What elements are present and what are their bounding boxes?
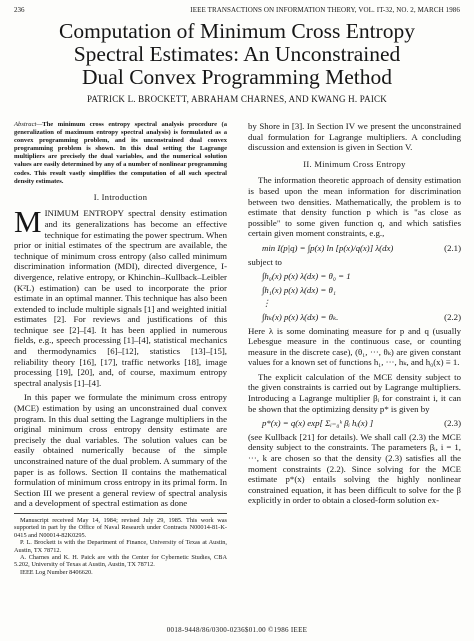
intro-paragraph: In this paper we formulate the minimum cross entropy (MCE) estimation by using an unconstrained dual convex program. In this dual setting the Lagrange multipliers in the original minimum cross entropy density estimate are precisely the dual variables. The solution values can be easily obtained numerically because of the simple unconstrained nature of the dual problem. A summary of the paper is as follows. Section II contains the mathematical formulation of minimum cross entropy in its primal form. In Section III we present a general review of spectral analysis and a development of spectral estimation as done: [14, 392, 227, 509]
body-paragraph: The explicit calculation of the MCE density subject to the given constraints is carried out by Lagrange multipliers. Introducing a Lagrange multiplier βᵢ for constraint i, it can be shown that the optimizing density p* is given by: [248, 371, 461, 414]
title-line: Dual Convex Programming Method: [82, 65, 392, 89]
vertical-ellipsis: ⋮: [262, 298, 271, 309]
body-paragraph: Here λ is some dominating measure for p and q (usually Lebesgue measure in the continuous case, or counting measure in the discrete case), (θ₁, ···, θₖ) are given constant values for a known set of functions h₁, ···, hₖ, and h₀(x) ≡ 1.: [248, 325, 461, 368]
footnote-line: IEEE Log Number 8406620.: [20, 568, 93, 576]
title-line: Spectral Estimates: An Unconstrained: [73, 42, 401, 66]
equation-2-1: [248, 243, 461, 254]
drop-cap: M: [14, 204, 42, 240]
equation-number: (2.3): [444, 418, 461, 429]
section-heading-introduction: I. Introduction: [93, 191, 148, 202]
equation-2-3: [248, 418, 461, 429]
title-line: Computation of Minimum Cross Entropy: [59, 19, 415, 43]
body-paragraph: by Shore in [3]. In Section IV we present the unconstrained dual formulation for Lagrange multipliers. A concluding discussion and extension is given in Section V.: [248, 121, 461, 153]
equation-number: (2.2): [444, 311, 461, 322]
equation-body: p*(x) = q(x) exp[ Σᵢ₌₀ᵏ βᵢ hᵢ(x) ]: [262, 418, 374, 429]
subject-to-text: subject to: [248, 256, 282, 267]
footnote-line: A. Charnes and K. H. Paick are with the Center for Cybernetic Studies, CBA 5.202, University of Texas at Austin, Austin, TX 78712.: [14, 554, 227, 569]
equation-body: ∫h₀(x) p(x) λ(dx) = θ₀ = 1: [262, 271, 351, 282]
right-column: [248, 121, 461, 510]
equation-2-2: [248, 312, 461, 323]
journal-title: IEEE TRANSACTIONS ON INFORMATION THEORY, VOL. IT-32, NO. 2, MARCH 1986: [190, 6, 460, 14]
intro-paragraph-text: INIMUM ENTROPY spectral density estimation and its generalizations has become an effective technique for estimating the power spectrum. When prior or initial estimates of the spectrum are available, the technique of minimum cross entropy (also called minimum discrimination information (MDI), directed divergence, I-divergence, relative entropy, or Khinchin–Kullback–Leibler (K²L) estimation) can be used to incorporate the prior estimate in an optimal manner. This technique has also been extended to include multiple signals [1] and weighted initial estimates [2]. For reviews and justifications of this technique see [2]–[4]. It has been applied in numerous fields, e.g., speech processing [1]–[4], statistical mechanics and thermodynamics [6]–[12], statistics [13]–[15], reliability theory [16], [17], traffic networks [18], image processing [19], [20], and, of course, maximum entropy spectral analysis [1]–[4].: [14, 208, 227, 388]
abstract: [14, 121, 227, 186]
author-list: PATRICK L. BROCKETT, ABRAHAM CHARNES, AND KWANG H. PAICK: [87, 94, 387, 104]
equation-ellipsis: [248, 298, 461, 309]
equation-constraint: [248, 271, 461, 282]
paper-title: [0, 20, 474, 89]
abstract-label: Abstract—: [14, 121, 43, 128]
section-heading-mce: II. Minimum Cross Entropy: [303, 158, 406, 169]
intro-paragraph: [14, 204, 227, 388]
body-paragraph: The information theoretic approach of density estimation is based upon the mean information for discrimination between two densities. Mathematically, the problem is to estimate that density function p which is "as close as possible" to some given function q, and which satisfies certain given moment constraints, e.g.,: [248, 175, 461, 239]
running-header: [14, 6, 460, 18]
abstract-text: The minimum cross entropy spectral analysis procedure (a generalization of maximum entropy spectral analysis) is formulated as a convex programming problem, and its unconstrained dual convex programming problem is shown. In this dual setting the Lagrange multipliers are precisely the dual variables, and the numerical solution values are easily determined by any of a number of nonlinear programming codes. This result vastly simplifies the computation of all such spectral density estimates.: [14, 121, 227, 185]
equation-body: ∫hₖ(x) p(x) λ(dx) = θₖ.: [262, 311, 339, 322]
equation-number: (2.1): [444, 242, 461, 253]
equation-constraint: [248, 285, 461, 296]
page-number: 236: [14, 6, 25, 14]
copyright-footer: 0018-9448/86/0300-0236$01.00 ©1986 IEEE: [166, 626, 308, 634]
equation-body: ∫h₁(x) p(x) λ(dx) = θ₁: [262, 284, 336, 295]
footnote: [14, 513, 227, 576]
body-paragraph: (see Kullback [21] for details). We shall call (2.3) the MCE density subject to the constraints. The parameters βᵢ, i = 1, ···, k are chosen so that the density (2.3) satisfies all the moment constraints (2.2). Since solving for the MCE estimate p*(x) entails solving the highly nonlinear constrained equation, it has been difficult to solve for the β explicitly in order to obtain a closed-form solution ex-: [248, 431, 461, 506]
footnote-line: Manuscript received May 14, 1984; revised July 29, 1985. This work was supported in part by the Office of Naval Research under Contracts N00014-81-K-0415 and N00014-82K0295.: [14, 516, 227, 539]
equation-body: min I(p|q) = ∫p(x) ln [p(x)/q(x)] λ(dx): [262, 242, 394, 253]
left-column: [14, 121, 227, 576]
footnote-line: P. L. Brockett is with the Department of Finance, University of Texas at Austin, Austin, TX 78712.: [14, 539, 227, 554]
